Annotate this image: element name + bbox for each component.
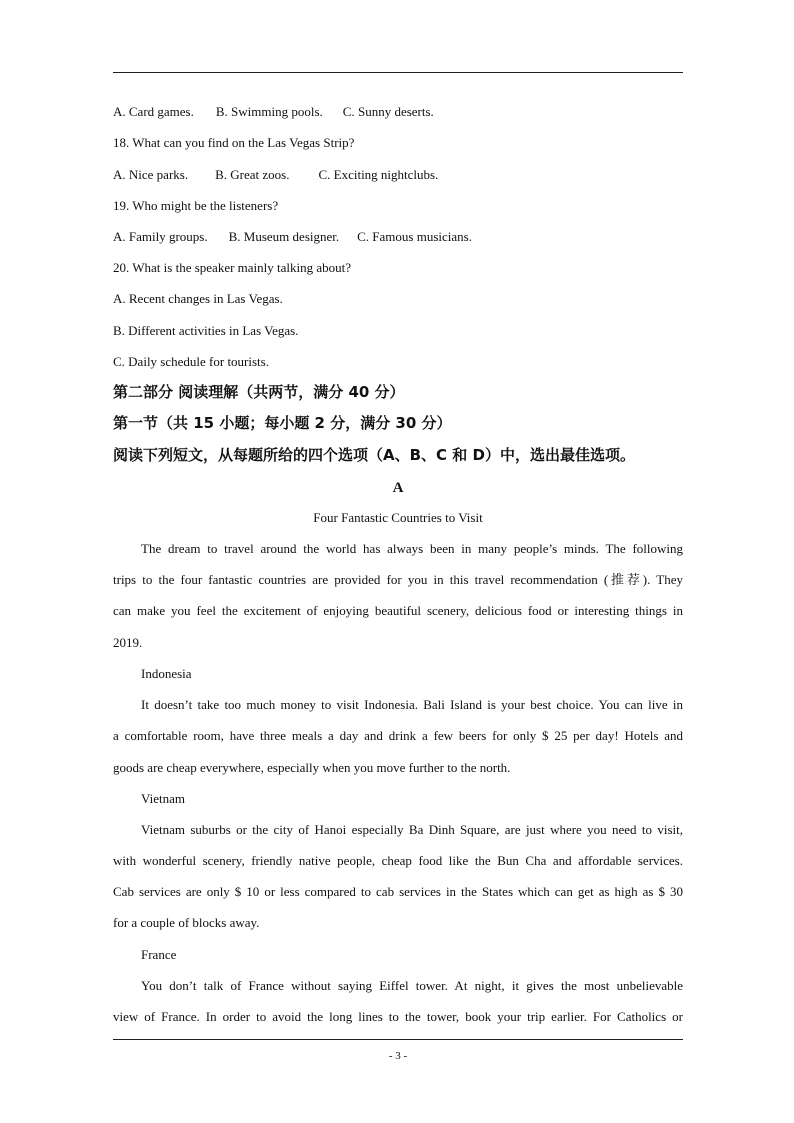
heading-france: France: [141, 947, 177, 962]
intro-line: trips to the four fantastic countries are provided for you in this travel recommendation (推荐). They: [113, 572, 683, 587]
intro-line: can make you feel the excitement of enjoying beautiful scenery, delicious food or interesting things in: [113, 603, 683, 618]
vietnam-line: Vietnam suburbs or the city of Hanoi especially Ba Dinh Square, are just where you need to visit,: [141, 822, 683, 837]
section-heading-sub1: 第一节（共 15 小题；每小题 2 分，满分 30 分）: [113, 414, 452, 432]
q18-option-c: C. Exciting nightclubs.: [318, 167, 439, 182]
intro-line: The dream to travel around the world has always been in many people’s minds. The following: [141, 541, 683, 556]
intro-line: 2019.: [113, 635, 143, 650]
q20-question: 20. What is the speaker mainly talking about?: [113, 260, 352, 275]
vietnam-line: for a couple of blocks away.: [113, 915, 260, 930]
q17-option-c: C. Sunny deserts.: [342, 104, 434, 119]
q19-option-a: A. Family groups.: [113, 229, 208, 244]
section-heading-part2: 第二部分 阅读理解（共两节，满分 40 分）: [113, 383, 405, 401]
page-number: - 3 -: [388, 1050, 408, 1062]
passage-title: Four Fantastic Countries to Visit: [313, 510, 483, 525]
header-rule: [113, 72, 683, 73]
q18-option-b: B. Great zoos.: [215, 167, 290, 182]
indonesia-line: a comfortable room, have three meals a day and drink a few beers for only $ 25 per day! Hotels and: [113, 728, 683, 743]
q17-option-b: B. Swimming pools.: [215, 104, 323, 119]
passage-label: A: [392, 480, 404, 496]
q17-option-a: A. Card games.: [113, 104, 194, 119]
q20-option-a: A. Recent changes in Las Vegas.: [113, 291, 283, 306]
france-line: You don’t talk of France without saying Eiffel tower. At night, it gives the most unbelievable: [141, 978, 683, 993]
q17-options: [113, 104, 683, 120]
vietnam-line: with wonderful scenery, friendly native people, cheap food like the Bun Cha and affordable services.: [113, 853, 683, 868]
q19-question: 19. Who might be the listeners?: [113, 198, 279, 213]
france-line: view of France. In order to avoid the long lines to the tower, book your trip earlier. For Catholics or: [113, 1009, 683, 1024]
q18-option-a: A. Nice parks.: [113, 167, 189, 182]
footer-rule: [113, 1039, 683, 1040]
q19-options: [113, 229, 683, 245]
indonesia-line: It doesn’t take too much money to visit Indonesia. Bali Island is your best choice. You can live in: [141, 697, 683, 712]
heading-indonesia: Indonesia: [141, 666, 192, 681]
q19-option-c: C. Famous musicians.: [357, 229, 472, 244]
q18-options: [113, 167, 683, 183]
heading-vietnam: Vietnam: [141, 791, 185, 806]
q18-question: 18. What can you find on the Las Vegas Strip?: [113, 135, 355, 150]
q19-option-b: B. Museum designer.: [228, 229, 340, 244]
section-instruction: 阅读下列短文，从每题所给的四个选项（A、B、C 和 D）中，选出最佳选项。: [113, 446, 635, 464]
indonesia-line: goods are cheap everywhere, especially when you move further to the north.: [113, 760, 511, 775]
q20-option-c: C. Daily schedule for tourists.: [113, 354, 269, 369]
q20-option-b: B. Different activities in Las Vegas.: [113, 323, 299, 338]
vietnam-line: Cab services are only $ 10 or less compared to cab services in the States which can get as high as $ 30: [113, 884, 683, 899]
